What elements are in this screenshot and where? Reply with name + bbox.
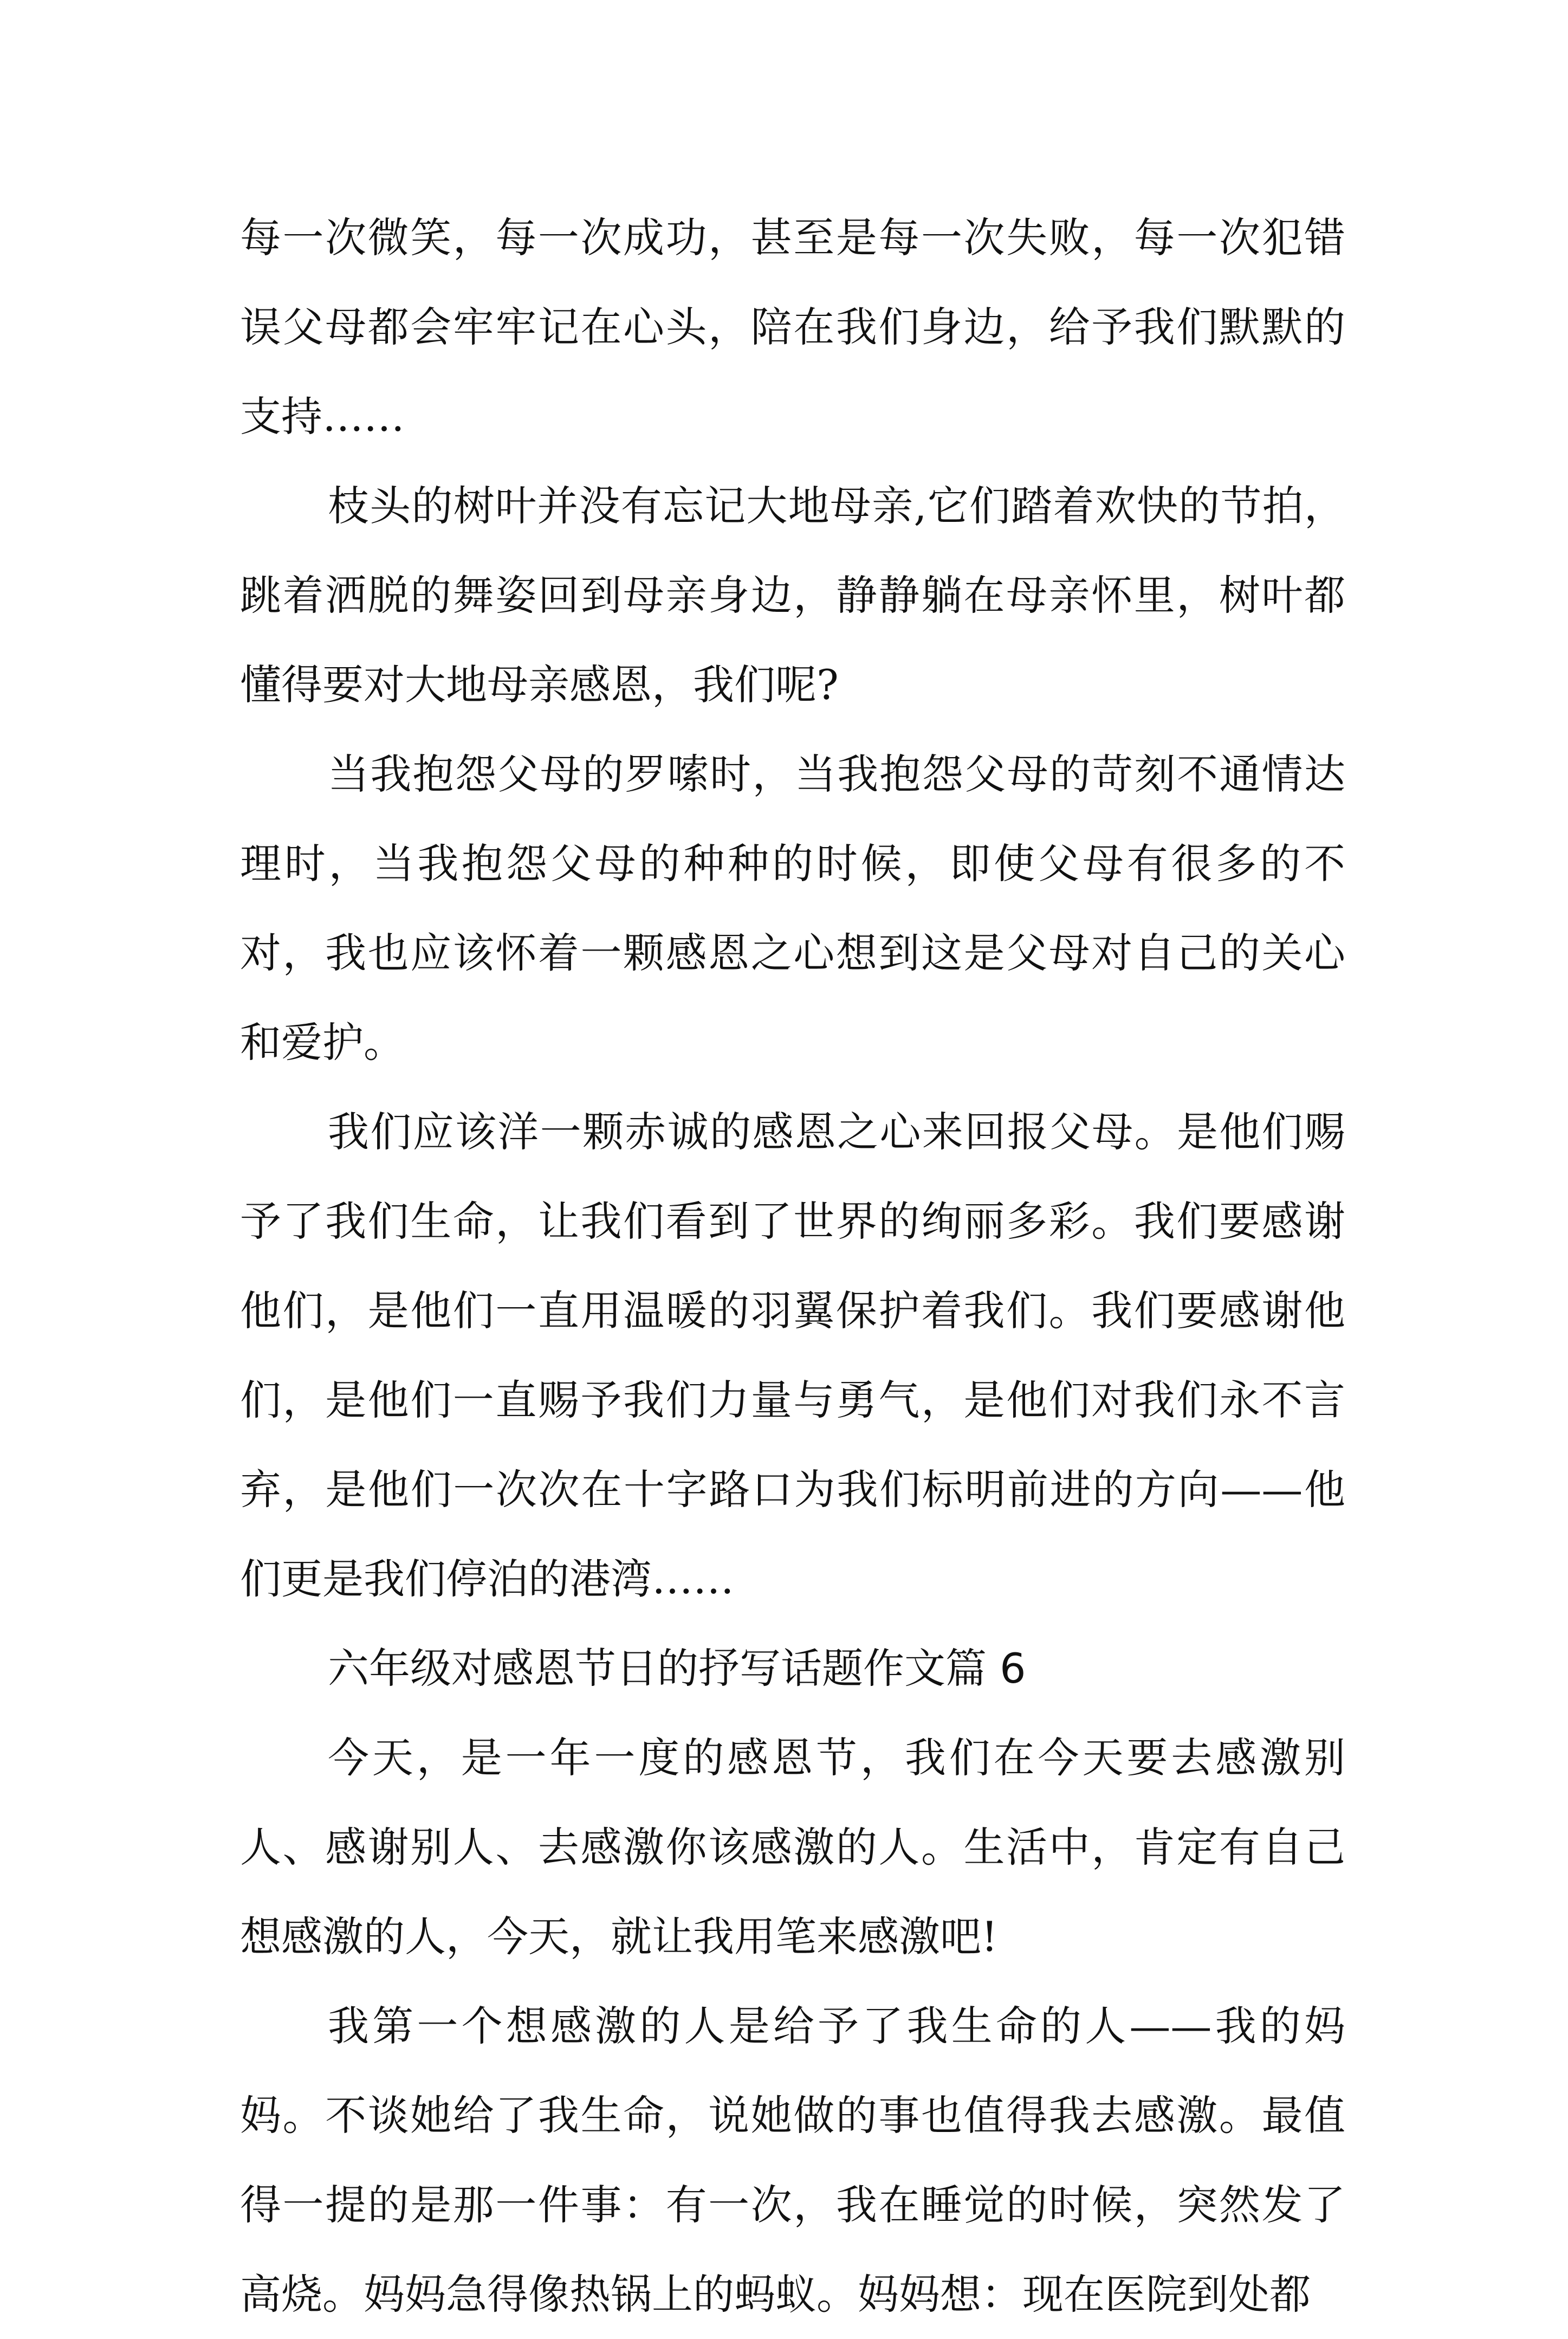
paragraph-1: 每一次微笑，每一次成功，甚至是每一次失败，每一次犯错误父母都会牢牢记在心头，陪在我们身边，给予我们默默的支持…… bbox=[240, 214, 1345, 441]
paragraph-3: 当我抱怨父母的罗嗦时，当我抱怨父母的苛刻不通情达理时，当我抱怨父母的种种的时候，即使父母有很多的不对，我也应该怀着一颗感恩之心想到这是父母对自己的关心和爱护。 bbox=[240, 750, 1345, 1067]
paragraph-2: 枝头的树叶并没有忘记大地母亲,它们踏着欢快的节拍，跳着洒脱的舞姿回到母亲身边，静静躺在母亲怀里，树叶都懂得要对大地母亲感恩，我们呢? bbox=[240, 482, 1345, 709]
paragraph-5: 今天，是一年一度的感恩节，我们在今天要去感激别人、感谢别人、去感激你该感激的人。生活中，肯定有自己想感激的人，今天，就让我用笔来感激吧! bbox=[240, 1734, 1345, 1961]
document-body bbox=[240, 193, 1345, 2339]
paragraph-4: 我们应该洋一颗赤诚的感恩之心来回报父母。是他们赐予了我们生命，让我们看到了世界的绚丽多彩。我们要感谢他们，是他们一直用温暖的羽翼保护着我们。我们要感谢他们，是他们一直赐予我们力量与勇气，是他们对我们永不言弃，是他们一次次在十字路口为我们标明前进的方向——他们更是我们停泊的港湾…… bbox=[240, 1108, 1345, 1603]
section-heading: 六年级对感恩节日的抒写话题作文篇 6 bbox=[328, 1644, 1026, 1692]
paragraph-6: 我第一个想感激的人是给予了我生命的人——我的妈妈。不谈她给了我生命，说她做的事也值得我去感激。最值得一提的是那一件事：有一次，我在睡觉的时候，突然发了高烧。妈妈急得像热锅上的蚂蚁。妈妈想：现在医院到处都 bbox=[240, 2002, 1345, 2318]
